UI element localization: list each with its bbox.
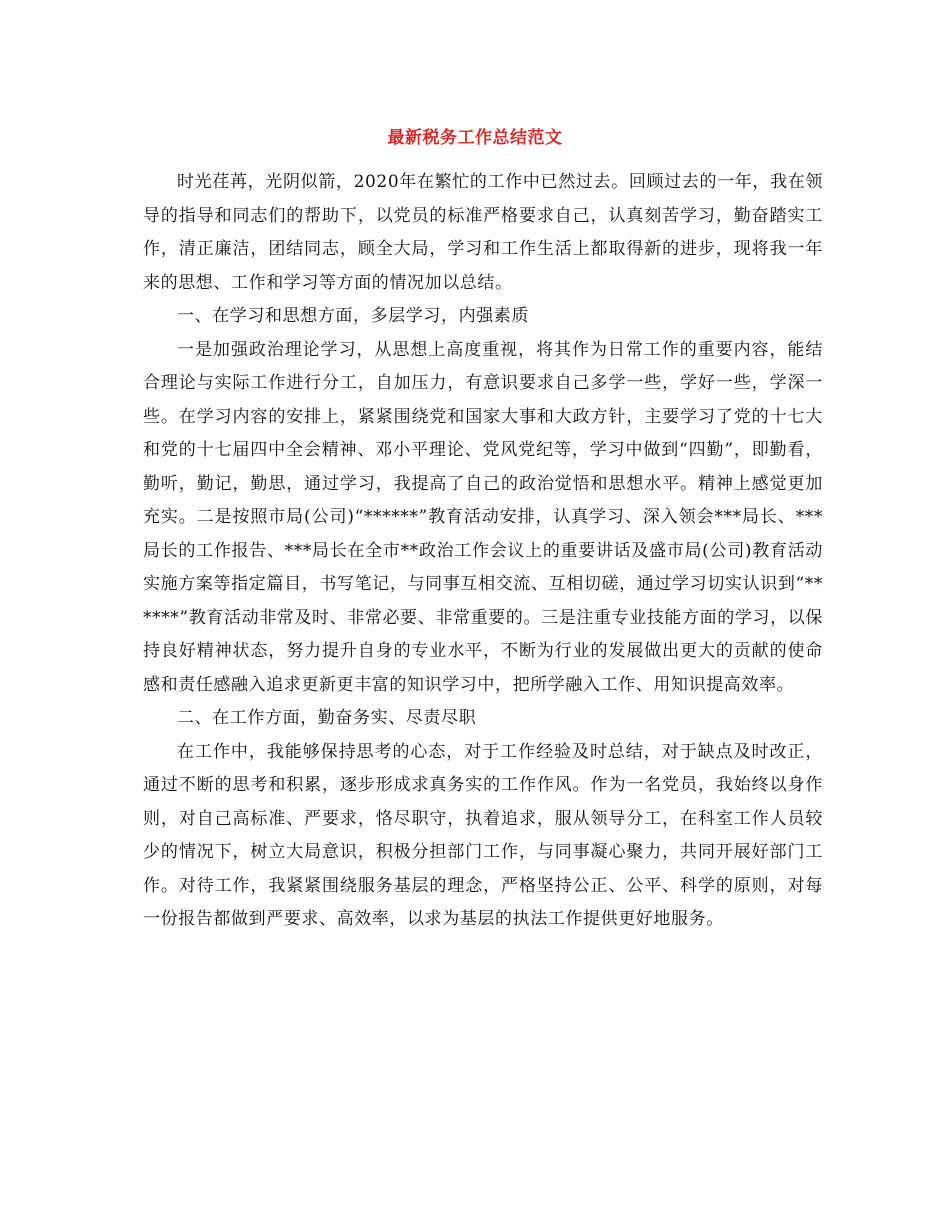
section-heading-work: 二、在工作方面，勤奋务实、尽责尽职 [177, 708, 477, 728]
study-paragraph: 一是加强政治理论学习，从思想上高度重视，将其作为日常工作的重要内容，能结合理论与实际工作进行分工，自加压力，有意识要求自己多学一些，学好一些，学深一些。在学习内容的安排上，紧紧围绕党和国家大事和大政方针，主要学习了党的十七大和党的十七届四中全会精神、邓小平理论、党风党纪等，学习中做到“四勤”，即勤看，勤听，勤记，勤思，通过学习，我提高了自己的政治觉悟和思想水平。精神上感觉更加充实。二是按照市局(公司)“******”教育活动安排，认真学习、深入领会***局长、***局长的工作报告、***局长在全市**政治工作会议上的重要讲话及盛市局(公司)教育活动实施方案等指定篇目，书写笔记，与同事互相交流、互相切磋，通过学习切实认识到“******”教育活动非常及时、非常必要、非常重要的。三是注重专业技能方面的学习，以保持良好精神状态，努力提升自身的专业水平，不断为行业的发展做出更大的贡献的使命感和责任感融入追求更新更丰富的知识学习中，把所学融入工作、用知识提高效率。 [143, 339, 823, 695]
document-body [143, 166, 823, 937]
document-title: 最新税务工作总结范文 [387, 128, 563, 148]
work-paragraph: 在工作中，我能够保持思考的心态，对于工作经验及时总结，对于缺点及时改正，通过不断的思考和积累，逐步形成求真务实的工作作风。作为一名党员，我始终以身作则，对自己高标准、严要求，恪尽职守，执着追求，服从领导分工，在科室工作人员较少的情况下，树立大局意识，积极分担部门工作，与同事凝心聚力，共同开展好部门工作。对待工作，我紧紧围绕服务基层的理念，严格坚持公正、公平、科学的原则，对每一份报告都做到严要求、高效率，以求为基层的执法工作提供更好地服务。 [143, 741, 823, 929]
section-heading-study: 一、在学习和思想方面，多层学习，内强素质 [177, 306, 529, 326]
intro-paragraph: 时光荏苒，光阴似箭，2020年在繁忙的工作中已然过去。回顾过去的一年，我在领导的指导和同志们的帮助下，以党员的标准严格要求自己，认真刻苦学习，勤奋踏实工作，清正廉洁，团结同志，顾全大局，学习和工作生活上都取得新的进步，现将我一年来的思想、工作和学习等方面的情况加以总结。 [143, 172, 823, 293]
